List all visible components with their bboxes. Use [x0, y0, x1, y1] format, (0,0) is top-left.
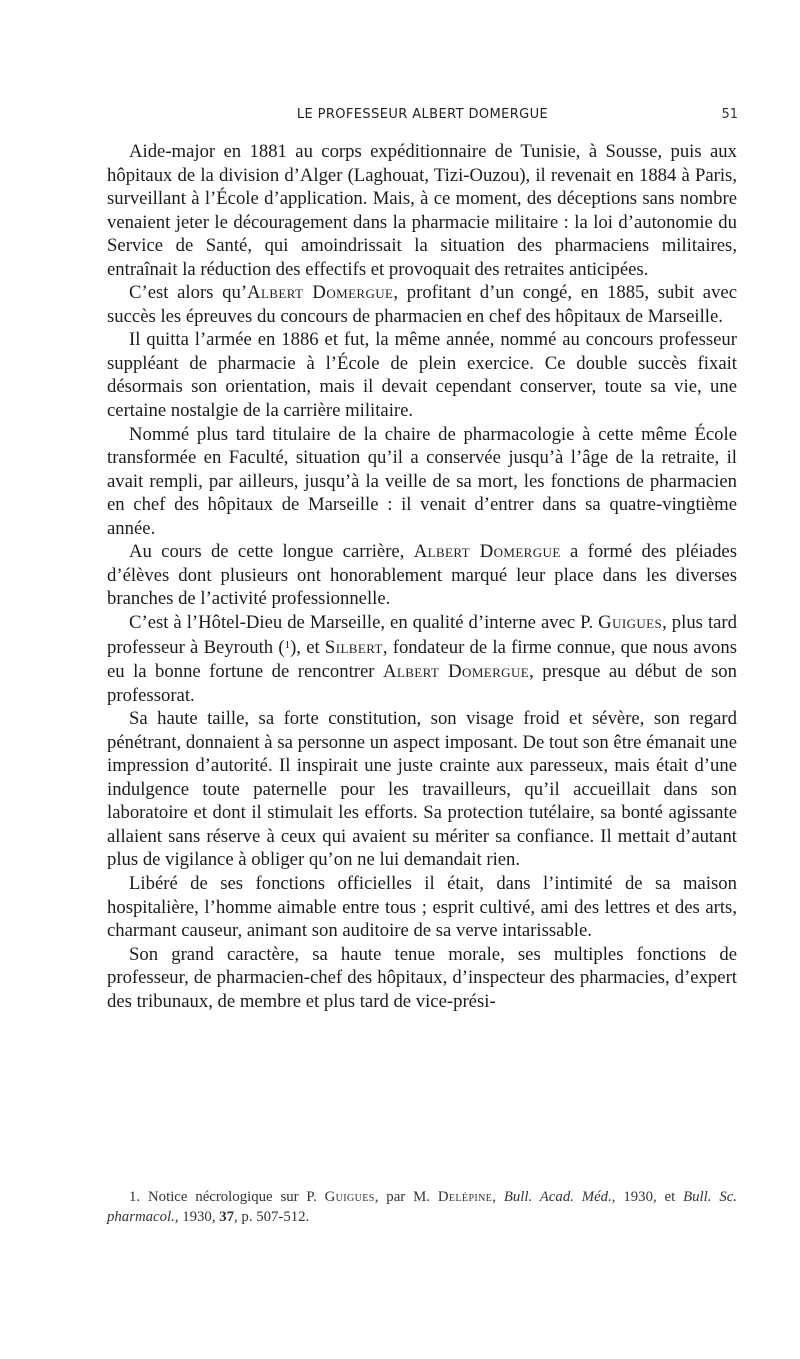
page-number: 51 — [721, 107, 738, 122]
paragraph — [107, 611, 737, 707]
text-run: ), et — [290, 637, 325, 659]
paragraph: Libéré de ses fonctions officielles il était, dans l’intimité de sa maison hospitalière, l’homme aimable entre tous ; esprit cultivé, ami des lettres et des arts, charmant causeur, animant son auditoire de sa verve intarissable. — [107, 872, 737, 942]
paragraph: Il quitta l’armée en 1886 et fut, la même année, nommé au concours professeur suppléant de pharmacie à l’École de plein exercice. Ce double succès fixait désormais son orientation, mais il devait cependant conserver, toute sa vie, une certaine nostalgie de la carrière militaire. — [107, 329, 737, 422]
person-name: Albert Domergue — [247, 282, 394, 304]
text-run: , fondateur de la firme connue, que nous avons eu la bonne fortune de rencontrer — [107, 637, 738, 683]
text-run: , p. 507-512. — [234, 1209, 310, 1225]
text-run: , plus tard professeur à Beyrouth ( — [107, 611, 737, 659]
volume-number: 37 — [219, 1209, 235, 1225]
body-text — [107, 140, 737, 1013]
paragraph: Sa haute taille, sa forte constitution, son visage froid et sévère, son regard pénétrant, donnaient à sa personne un aspect imposant. De tout son être émanait une impression d’autorité. Il inspirait une juste crainte aux paresseux, mais était d’une indulgence toute paternelle pour les travailleurs, qu’il accueillait dans son laboratoire et dont il stimulait les efforts. Sa protection tutélaire, sa bonté agissante allaient sans réserve à ceux qui avaient su mériter sa confiance. Il mettait d’autant plus de vigilance à obliger qu’on ne lui demandait rien. — [107, 708, 737, 871]
text-run: , 1930, — [174, 1209, 220, 1225]
text-run: , — [492, 1189, 504, 1205]
person-name: Silbert — [324, 637, 383, 659]
text-run: , par M. — [374, 1189, 438, 1205]
text-run: C’est alors qu’ — [129, 282, 248, 304]
footnote — [107, 1187, 737, 1227]
text-run: a formé des pléiades d’élèves dont plusieurs ont honorablement marqué leur place dans les diverses branches de l’activité professionnelle. — [107, 541, 737, 610]
footnote-number: 1. — [129, 1189, 141, 1205]
footnote-text — [107, 1187, 737, 1227]
paragraph: Son grand caractère, sa haute tenue morale, ses multiples fonctions de professeur, de pharmacien-chef des hôpitaux, d’inspecteur des pharmacies, d’expert des tribunaux, de membre et plus tard de vice-prési- — [107, 943, 737, 1012]
person-name: Albert Domergue — [382, 661, 530, 683]
footnote-reference[interactable]: 1 — [284, 639, 291, 652]
text-run: , profitant d’un congé, en 1885, subit avec succès les épreuves du concours de pharmacien en chef des hôpitaux de Marseille. — [107, 282, 738, 327]
person-name: Albert Domergue — [413, 541, 561, 563]
running-header — [105, 107, 740, 129]
text-run: , 1930, et — [611, 1189, 684, 1205]
text-run: C’est à l’Hôtel-Dieu de Marseille, en qualité d’interne avec P. — [129, 611, 599, 633]
running-title: LE PROFESSEUR ALBERT DOMERGUE — [296, 107, 549, 122]
journal-title: Bull. Sc. pharmacol. — [107, 1189, 738, 1225]
paragraph: Aide-major en 1881 au corps expéditionnaire de Tunisie, à Sousse, puis aux hôpitaux de la division d’Alger (Laghouat, Tizi-Ouzou), il revenait en 1884 à Paris, surveillant à l’École d’application. Mais, à ce moment, des déceptions sans nombre venaient jeter le découragement dans la pharmacie militaire : la loi d’autonomie du Service de Santé, qui amoindrissait la situation des pharmaciens militaires, entraînait la réduction des effectifs et provoquait des retraites anticipées. — [107, 141, 737, 280]
journal-title: Bull. Acad. Méd. — [503, 1189, 612, 1205]
person-name: Guigues — [324, 1189, 375, 1205]
paragraph: Nommé plus tard titulaire de la chaire de pharmacologie à cette même École transformée en Faculté, situation qu’il a conservée jusqu’à l’âge de la retraite, il avait rempli, par ailleurs, jusqu’à la veille de sa mort, les fonctions de pharmacien en chef des hôpitaux de Marseille : il venait d’entrer dans sa quatre-vingtième année. — [107, 423, 737, 539]
person-name: Delépine — [437, 1189, 493, 1205]
text-run: Notice nécrologique sur P. — [148, 1189, 325, 1205]
paragraph — [107, 281, 737, 328]
paragraph — [107, 540, 737, 611]
text-run: Au cours de cette longue carrière, — [129, 541, 414, 563]
text-run: , presque au début de son professorat. — [107, 661, 737, 706]
person-name: Guigues — [598, 611, 663, 633]
